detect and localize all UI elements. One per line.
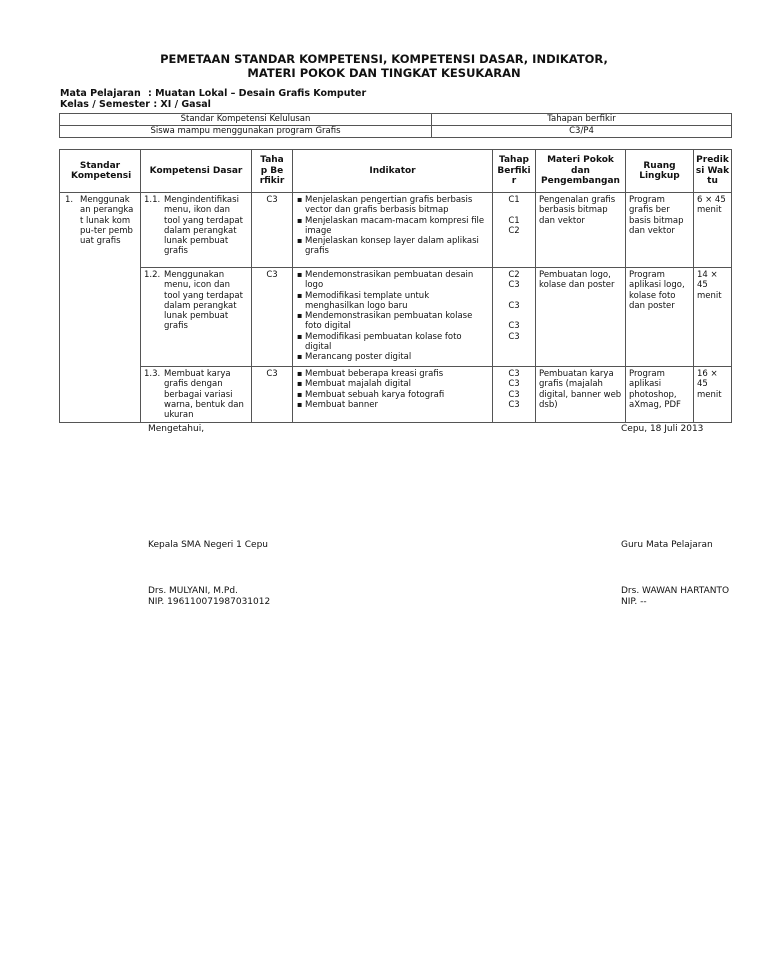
place-date: Cepu, 18 Juli 2013 (621, 424, 704, 434)
indikator-item: ▪ Menjelaskan macam-macam kompresi file image (296, 216, 489, 237)
document-title-line1: PEMETAAN STANDAR KOMPETENSI, KOMPETENSI DASAR, INDIKATOR, (160, 52, 608, 66)
document-title-line2: MATERI POKOK DAN TINGKAT KESUKARAN (247, 66, 521, 80)
skl-table (59, 113, 732, 138)
level-value (496, 205, 532, 215)
right-signer-nip: NIP. -- (621, 597, 647, 607)
level-value: C3 (508, 331, 520, 342)
indikator-item: ▪ Membuat sebuah karya fotografi (296, 390, 489, 400)
level-value: C2 (508, 225, 520, 236)
skl-value-right: C3/P4 (432, 126, 732, 138)
ruang-cell: Program aplikasi logo, kolase foto dan poster (626, 268, 694, 367)
header-ruang: Ruang Lingkup (626, 150, 694, 193)
kd-cell (141, 268, 252, 367)
meta-kelas-label: Kelas / Semester (60, 99, 150, 110)
header-sk: Standar Kompetensi (60, 150, 141, 193)
mapping-table (59, 149, 732, 423)
kd-text: Mengindentifikasi menu, ikon dan tool yang terdapat dalam perangkat lunak pembuat grafis (164, 195, 243, 257)
kd-cell (141, 367, 252, 423)
level-value: C3 (508, 379, 520, 390)
header-waktu: Prediksi Waktu (694, 150, 732, 193)
kd-number: 1.1. (144, 195, 161, 205)
waktu-cell: 16 × 45 menit (694, 367, 732, 423)
level-value: C1 (508, 215, 520, 226)
indikator-item: ▪ Menjelaskan pengertian grafis berbasis vector dan grafis berbasis bitmap (296, 195, 489, 216)
level-value: C2 (508, 270, 520, 280)
indikator-item: ▪ Merancang poster digital (296, 352, 489, 362)
header-materi: Materi Pokok dan Pengembangan (536, 150, 626, 193)
sk-cell (60, 193, 141, 423)
indikator-cell (293, 367, 493, 423)
table-row (60, 193, 732, 268)
sk-text: Menggunakan perangkat lunak kompu-ter pembuat grafis (80, 195, 134, 247)
materi-cell: Pembuatan logo, kolase dan poster (536, 268, 626, 367)
indikator-cell (293, 268, 493, 367)
meta-mapel (60, 88, 366, 99)
ruang-cell: Program aplikasi photoshop, aXmag, PDF (626, 367, 694, 423)
kd-number: 1.3. (144, 369, 161, 379)
table-row (60, 268, 732, 367)
skl-header-left: Standar Kompetensi Kelulusan (60, 114, 432, 126)
indikator-item: ▪ Membuat beberapa kreasi grafis (296, 369, 489, 379)
header-tahap1: Tahap Berfikir (252, 150, 293, 193)
tahap-cell: C3 (252, 367, 293, 423)
level-value: C1 (508, 195, 520, 205)
indikator-item: ▪ Mendemonstrasikan pembuatan desain logo (296, 270, 489, 291)
levels-cell (493, 367, 536, 423)
right-signer-role: Guru Mata Pelajaran (621, 540, 713, 550)
indikator-item: ▪ Membuat majalah digital (296, 379, 489, 389)
skl-header-right: Tahapan berfikir (432, 114, 732, 126)
level-value: C3 (508, 389, 520, 400)
indikator-item: ▪ Mendemonstrasikan pembuatan kolase foto digital (296, 311, 489, 332)
level-value (496, 291, 532, 301)
level-value: C3 (508, 300, 520, 311)
meta-mapel-label: Mata Pelajaran (60, 88, 141, 99)
level-value: C3 (508, 369, 520, 379)
indikator-item: ▪ Menjelaskan konsep layer dalam aplikasi grafis (296, 236, 489, 257)
header-kd: Kompetensi Dasar (141, 150, 252, 193)
materi-cell: Pengenalan grafis berbasis bitmap dan vektor (536, 193, 626, 268)
left-signer-role: Kepala SMA Negeri 1 Cepu (148, 540, 268, 550)
waktu-cell: 14 × 45 menit (694, 268, 732, 367)
right-signer-name: Drs. WAWAN HARTANTO (621, 586, 730, 596)
tahap-cell: C3 (252, 193, 293, 268)
header-indikator: Indikator (293, 150, 493, 193)
level-value: C3 (508, 321, 520, 332)
levels-cell (493, 268, 536, 367)
meta-kelas-value: : XI / Gasal (153, 99, 211, 110)
meta-kelas (60, 99, 211, 110)
level-value: C3 (508, 399, 520, 410)
table-row (60, 367, 732, 423)
levels-cell (493, 193, 536, 268)
left-signer-name: Drs. MULYANI, M.Pd. (148, 586, 238, 596)
skl-value-left: Siswa mampu menggunakan program Grafis (60, 126, 432, 138)
sk-number: 1. (65, 195, 74, 205)
header-tahap2: Tahap Berfikir (493, 150, 536, 193)
kd-text: Membuat karya grafis dengan berbagai variasi warna, bentuk dan ukuran (164, 369, 244, 421)
indikator-item: ▪ Memodifikasi template untuk menghasilkan logo baru (296, 291, 489, 312)
waktu-cell: 6 × 45 menit (694, 193, 732, 268)
level-value (496, 311, 532, 321)
meta-mapel-value: : Muatan Lokal – Desain Grafis Komputer (148, 88, 367, 99)
tahap-cell: C3 (252, 268, 293, 367)
indikator-item: ▪ Memodifikasi pembuatan kolase foto digital (296, 332, 489, 353)
materi-cell: Pembuatan karya grafis (majalah digital, banner web dsb) (536, 367, 626, 423)
left-signer-nip: NIP. 196110071987031012 (148, 597, 271, 607)
kd-text: Menggunakan menu, icon dan tool yang terdapat dalam perangkat lunak pembuat grafis (164, 270, 243, 332)
level-value: C3 (508, 280, 520, 291)
indikator-cell (293, 193, 493, 268)
kd-cell (141, 193, 252, 268)
ruang-cell: Program grafis ber basis bitmap dan vektor (626, 193, 694, 268)
mengetahui-text: Mengetahui, (148, 424, 205, 434)
kd-number: 1.2. (144, 270, 161, 280)
indikator-item: ▪ Membuat banner (296, 400, 489, 410)
